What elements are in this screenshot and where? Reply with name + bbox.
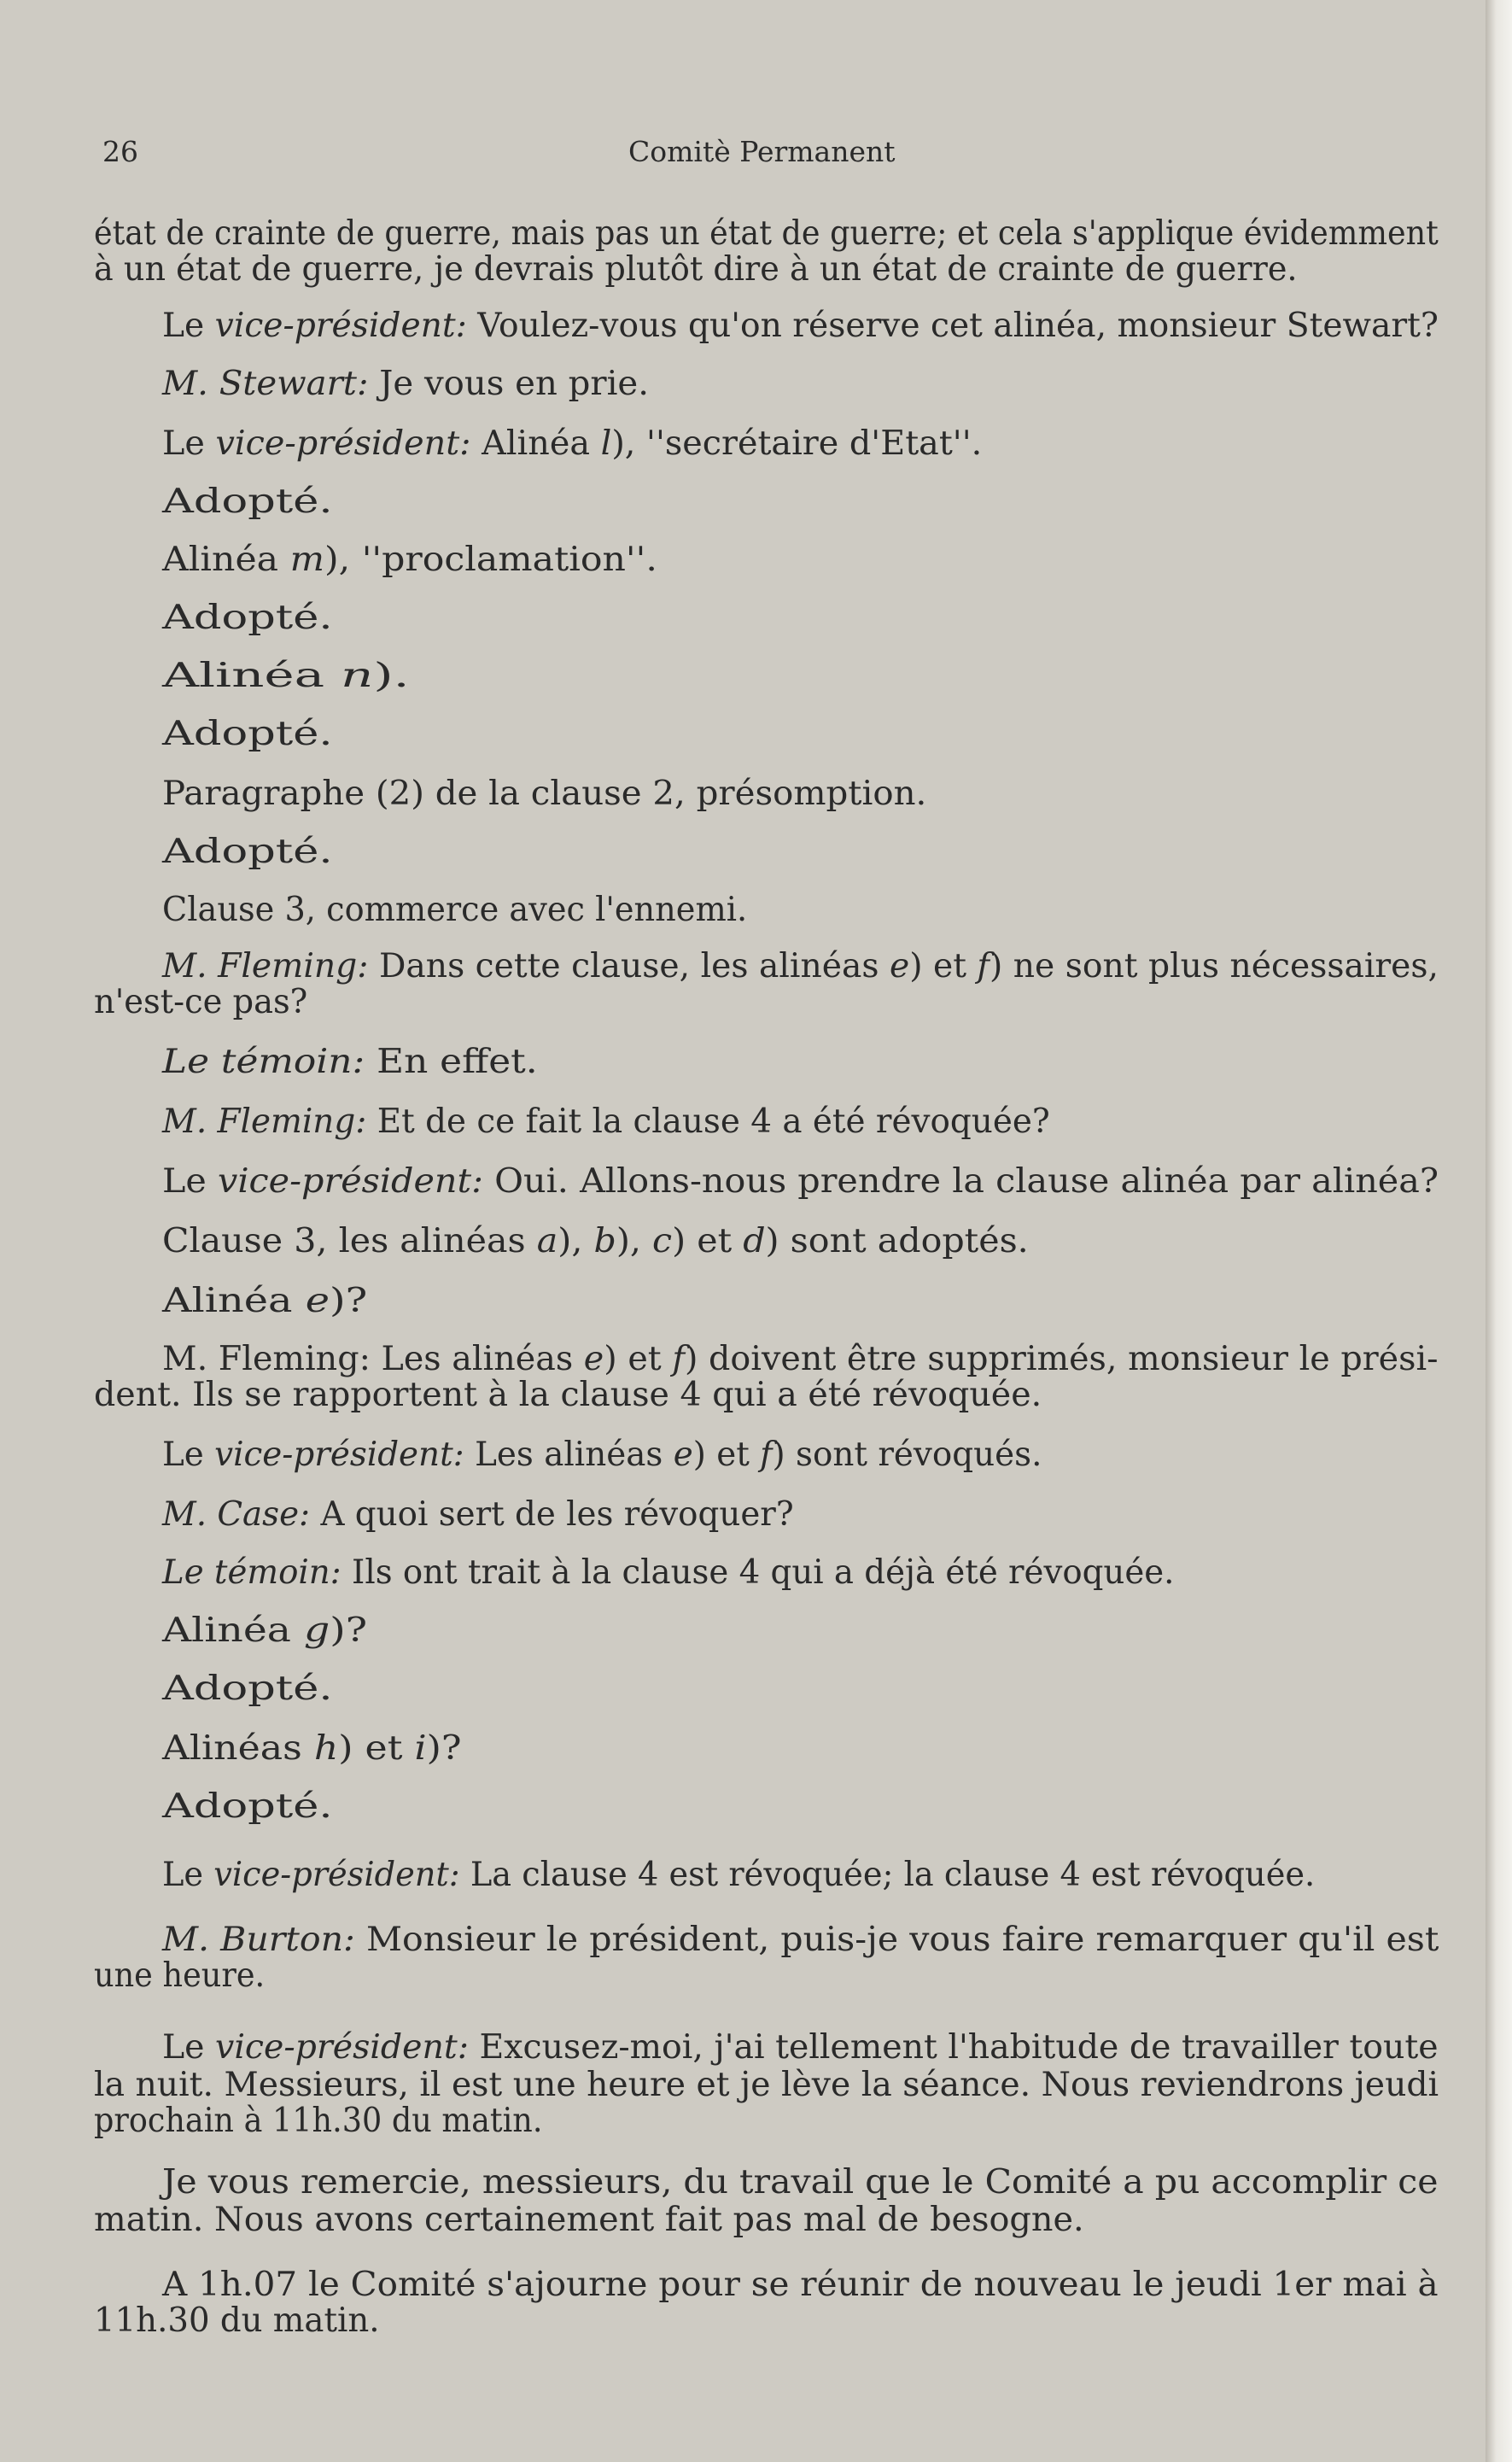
italic-run: a <box>536 1222 558 1260</box>
page-edge <box>1486 0 1512 2462</box>
text-line <box>162 1283 367 1320</box>
text-run: n'est-ce pas? <box>94 983 308 1021</box>
text-line <box>94 2102 542 2140</box>
text-run: La clause 4 est révoquée; la clause 4 est révoquée. <box>459 1856 1316 1894</box>
italic-run: f <box>672 1340 685 1378</box>
text-run: ), <box>616 1222 653 1260</box>
text-line <box>94 2202 1084 2239</box>
italic-run: vice-président: <box>213 1856 460 1894</box>
text-run: la nuit. Messieurs, il est une heure et je lève la séance. Nous reviendrons jeudi <box>94 2066 1439 2104</box>
text-run: Alinéa <box>162 1611 305 1650</box>
text-run: ) et <box>692 1436 761 1474</box>
text-run: Le <box>162 1162 218 1201</box>
text-run: ) et <box>604 1340 673 1378</box>
page-header <box>102 135 1434 178</box>
text-line <box>162 716 333 753</box>
text-run: ). <box>373 657 410 695</box>
text-run: Je vous en prie. <box>368 365 649 403</box>
italic-run: d <box>743 1222 766 1260</box>
text-run: En effet. <box>365 1043 538 1081</box>
text-line <box>162 1103 1050 1141</box>
text-run: Excusez-moi, j'ai tellement l'habitude de travailler toute <box>468 2028 1439 2067</box>
text-run: dent. Ils se rapportent à la clause 4 qui a été révoquée. <box>94 1376 1042 1414</box>
italic-run: f <box>760 1436 773 1474</box>
text-run: )? <box>329 1282 368 1320</box>
text-run: Adopté. <box>162 1670 333 1708</box>
text-run: Paragraphe (2) de la clause 2, présomption. <box>162 775 927 813</box>
text-run: )? <box>426 1729 462 1768</box>
text-run: ) sont adoptés. <box>765 1222 1029 1260</box>
text-run: à un état de guerre, je devrais plutôt dire à un état de crainte de guerre. <box>94 250 1298 289</box>
text-run: ) et <box>338 1729 415 1768</box>
text-line <box>94 1957 265 1995</box>
text-line <box>162 658 410 695</box>
text-run: Clause 3, les alinéas <box>162 1222 537 1260</box>
text-run: Alinéa <box>470 424 601 463</box>
text-run: Ils ont trait à la clause 4 qui a déjà été révoquée. <box>341 1553 1175 1592</box>
text-run: ) et <box>909 947 978 985</box>
text-line <box>162 833 333 871</box>
text-run: ), <box>558 1222 594 1260</box>
italic-run: M. Case: <box>162 1495 311 1534</box>
text-line <box>94 1377 1042 1414</box>
text-run: Le <box>162 307 215 345</box>
text-line <box>162 1044 538 1081</box>
text-run: état de crainte de guerre, mais pas un état de guerre; et cela s'applique évidemment <box>94 214 1439 253</box>
italic-run: vice-président: <box>214 1436 464 1474</box>
page-number: 26 <box>102 135 138 168</box>
text-run: une heure. <box>94 1956 266 1995</box>
text-run: prochain à 11h.30 du matin. <box>94 2102 543 2140</box>
italic-run: vice-président: <box>215 424 471 463</box>
text-line <box>94 251 1298 289</box>
text-run: Le <box>162 424 216 463</box>
italic-run: vice-président: <box>217 1162 484 1201</box>
text-run: )? <box>330 1611 368 1650</box>
italic-run: l <box>600 424 612 463</box>
text-run: Le <box>162 2028 216 2067</box>
text-line <box>162 483 333 521</box>
text-line <box>162 541 657 579</box>
italic-run: vice-président: <box>215 2028 469 2067</box>
text-line <box>162 1554 1174 1592</box>
text-line <box>162 892 747 929</box>
text-run: Adopté. <box>162 599 333 637</box>
text-run: ) sont révoqués. <box>772 1436 1042 1474</box>
text-line <box>94 984 307 1021</box>
italic-run: h <box>313 1729 339 1768</box>
text-line <box>162 1730 462 1768</box>
text-run: ) et <box>672 1222 744 1260</box>
italic-run: M. Stewart: <box>162 365 369 403</box>
italic-run: e <box>889 947 910 985</box>
running-title: Comitè Permanent <box>628 135 896 168</box>
text-line <box>162 948 1439 985</box>
italic-run: c <box>652 1222 673 1260</box>
text-line <box>162 2029 1439 2067</box>
text-line <box>162 599 333 637</box>
text-run: Adopté. <box>162 1787 333 1826</box>
text-line <box>162 1436 1042 1474</box>
italic-run: M. Burton: <box>162 1921 355 1959</box>
italic-run: Le témoin: <box>162 1553 342 1592</box>
italic-run: e <box>305 1282 330 1320</box>
italic-run: e <box>583 1340 604 1378</box>
text-run: Je vous remercie, messieurs, du travail que le Comité a pu accomplir ce <box>162 2163 1439 2202</box>
text-run: Le <box>162 1436 215 1474</box>
text-run: ), ''proclamation''. <box>324 541 657 579</box>
text-run: ), ''secrétaire d'Etat''. <box>611 424 983 463</box>
text-line <box>162 2266 1439 2304</box>
text-run: 11h.30 du matin. <box>94 2301 380 2340</box>
text-run: ) doivent être supprimés, monsieur le prési- <box>684 1340 1439 1378</box>
text-run: Clause 3, commerce avec l'ennemi. <box>162 891 748 929</box>
italic-run: g <box>304 1611 330 1650</box>
text-run: M. Fleming: Les alinéas <box>162 1340 584 1378</box>
text-run: Le <box>162 1856 214 1894</box>
text-line <box>162 775 926 813</box>
text-line <box>162 1496 794 1534</box>
text-line <box>162 1341 1439 1378</box>
text-run: A quoi sert de les révoquer? <box>310 1495 794 1534</box>
text-run: ) ne sont plus nécessaires, <box>989 947 1439 985</box>
text-line <box>162 1163 1439 1201</box>
italic-run: i <box>414 1729 427 1768</box>
italic-run: b <box>593 1222 616 1260</box>
text-line <box>162 1857 1315 1894</box>
text-line <box>162 1788 333 1826</box>
text-run: Oui. Allons-nous prendre la clause alinéa par alinéa? <box>483 1162 1439 1201</box>
text-run: Alinéa <box>162 1282 306 1320</box>
italic-run: f <box>977 947 990 985</box>
text-line <box>162 2164 1438 2202</box>
text-line <box>162 1612 367 1650</box>
text-run: Dans cette clause, les alinéas <box>368 947 890 985</box>
text-run: Alinéas <box>162 1729 314 1768</box>
text-run: Adopté. <box>162 482 333 521</box>
text-run: Adopté. <box>162 715 333 753</box>
italic-run: M. Fleming: <box>162 947 369 985</box>
text-line <box>162 1670 333 1708</box>
text-line <box>94 2302 380 2340</box>
text-line <box>94 2067 1439 2104</box>
text-run: matin. Nous avons certainement fait pas mal de besogne. <box>94 2201 1084 2239</box>
text-line <box>162 365 649 403</box>
text-run: Alinéa <box>162 541 290 579</box>
italic-run: M. Fleming: <box>162 1102 367 1141</box>
italic-run: m <box>289 541 325 579</box>
italic-run: n <box>341 657 374 695</box>
text-run: Adopté. <box>162 833 333 871</box>
text-run: Les alinéas <box>464 1436 674 1474</box>
text-line <box>94 215 1439 253</box>
text-line <box>162 1223 1029 1260</box>
text-line <box>162 307 1439 345</box>
text-run: Voulez-vous qu'on réserve cet alinéa, monsieur Stewart? <box>466 307 1439 345</box>
italic-run: Le témoin: <box>162 1043 365 1081</box>
text-run: Monsieur le président, puis-je vous faire remarquer qu'il est <box>354 1921 1439 1959</box>
text-line <box>162 1921 1439 1959</box>
italic-run: vice-président: <box>214 307 467 345</box>
text-line <box>162 425 982 463</box>
text-run: Alinéa <box>162 657 342 695</box>
text-run: Et de ce fait la clause 4 a été révoquée? <box>366 1102 1050 1141</box>
italic-run: e <box>673 1436 693 1474</box>
text-run: A 1h.07 le Comité s'ajourne pour se réunir de nouveau le jeudi 1er mai à <box>162 2266 1439 2304</box>
